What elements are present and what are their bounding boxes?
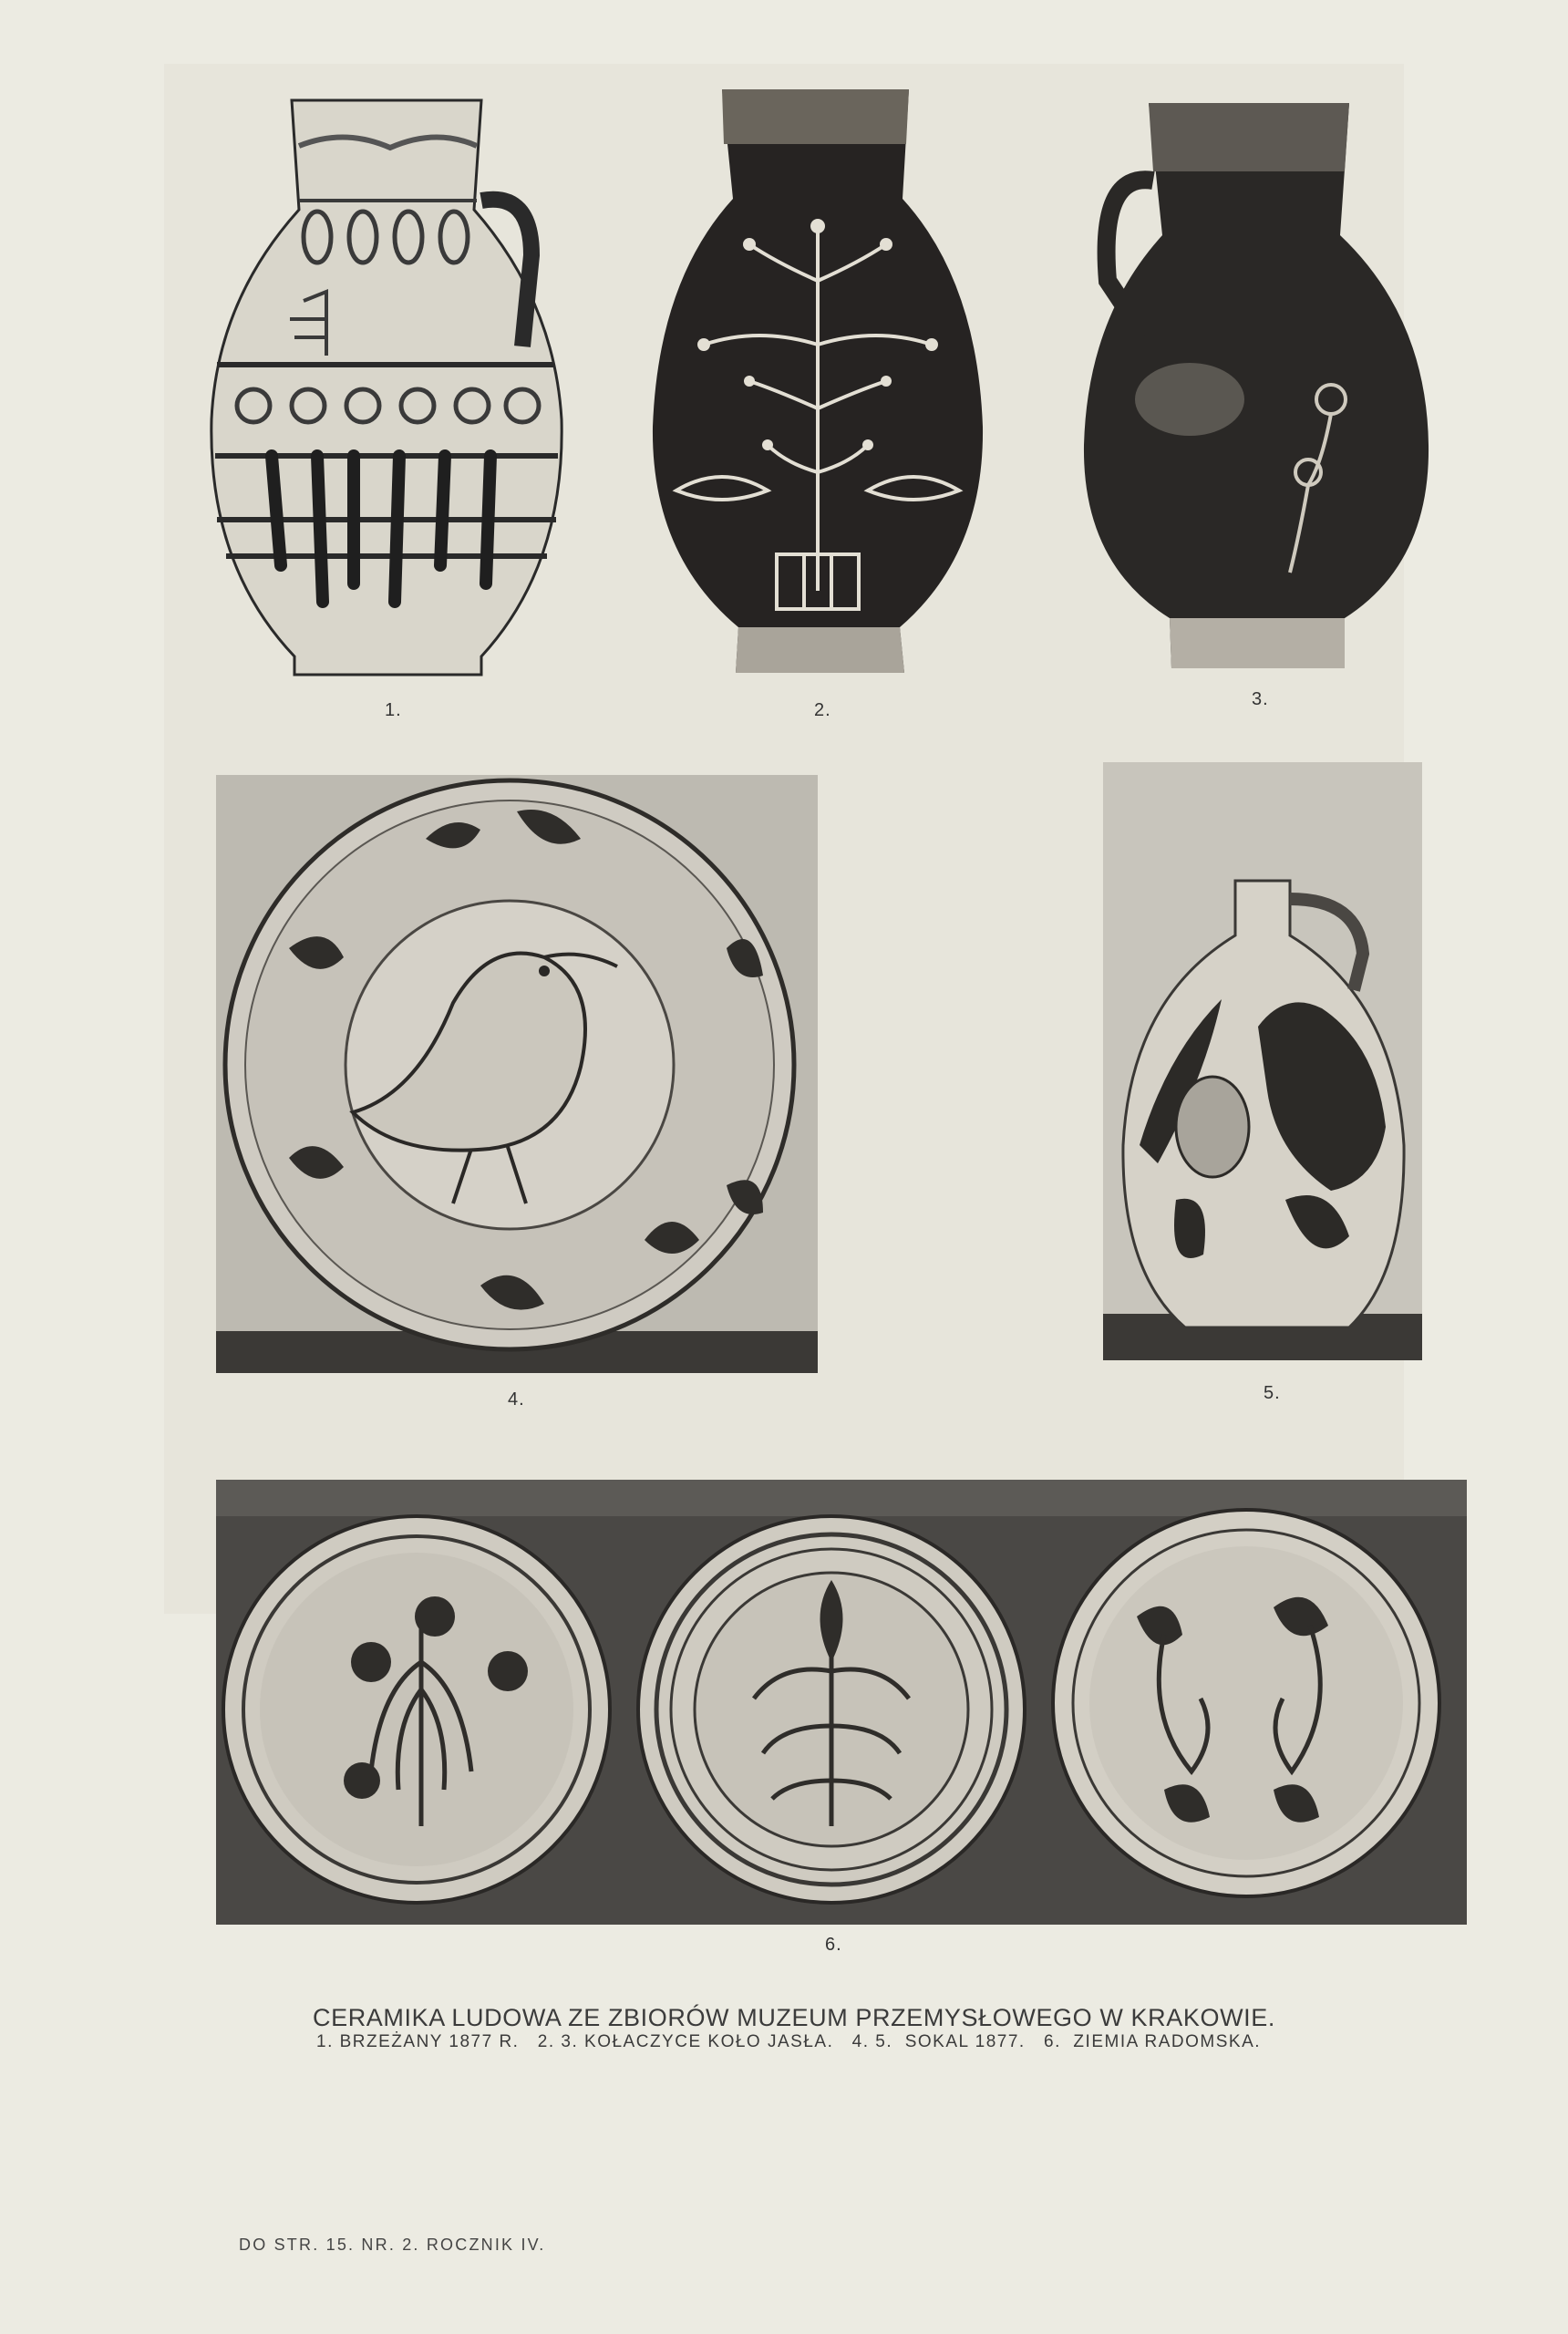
plate-4-drawing (216, 775, 818, 1373)
page-reference-footer: DO STR. 15. NR. 2. ROCZNIK IV. (239, 2236, 546, 2254)
figure-5-number: 5. (1264, 1383, 1281, 1403)
bowls-6-drawing (216, 1480, 1467, 1925)
figure-1-number: 1. (385, 700, 402, 720)
jug-1-drawing (208, 91, 563, 684)
flask-with-bird-image (1103, 762, 1422, 1360)
plate-caption-subtitle: 1. BRZEŻANY 1877 R. 2. 3. KOŁACZYCE KOŁO JASŁA. 4. 5. SOKAL 1877. 6. ZIEMIA RADOMSKA. (316, 2032, 1262, 2051)
figure-2-number: 2. (814, 700, 831, 720)
dark-jug-with-tree-motif-image (649, 80, 986, 682)
jug-with-spiral-pattern-image (208, 91, 563, 684)
flask-5-drawing (1103, 762, 1422, 1360)
jug-3-drawing (1080, 98, 1431, 673)
three-bowls-image (216, 1480, 1467, 1925)
figure-6-number: 6. (825, 1935, 842, 1955)
dark-jug-with-flower-image (1080, 98, 1431, 673)
plate-with-bird-image (216, 775, 818, 1373)
figure-3-number: 3. (1252, 689, 1269, 709)
figure-4-number: 4. (508, 1389, 525, 1410)
plate-caption-title: CERAMIKA LUDOWA ZE ZBIORÓW MUZEUM PRZEMYSŁOWEGO W KRAKOWIE. (313, 2004, 1275, 2031)
jug-2-drawing (649, 80, 986, 682)
